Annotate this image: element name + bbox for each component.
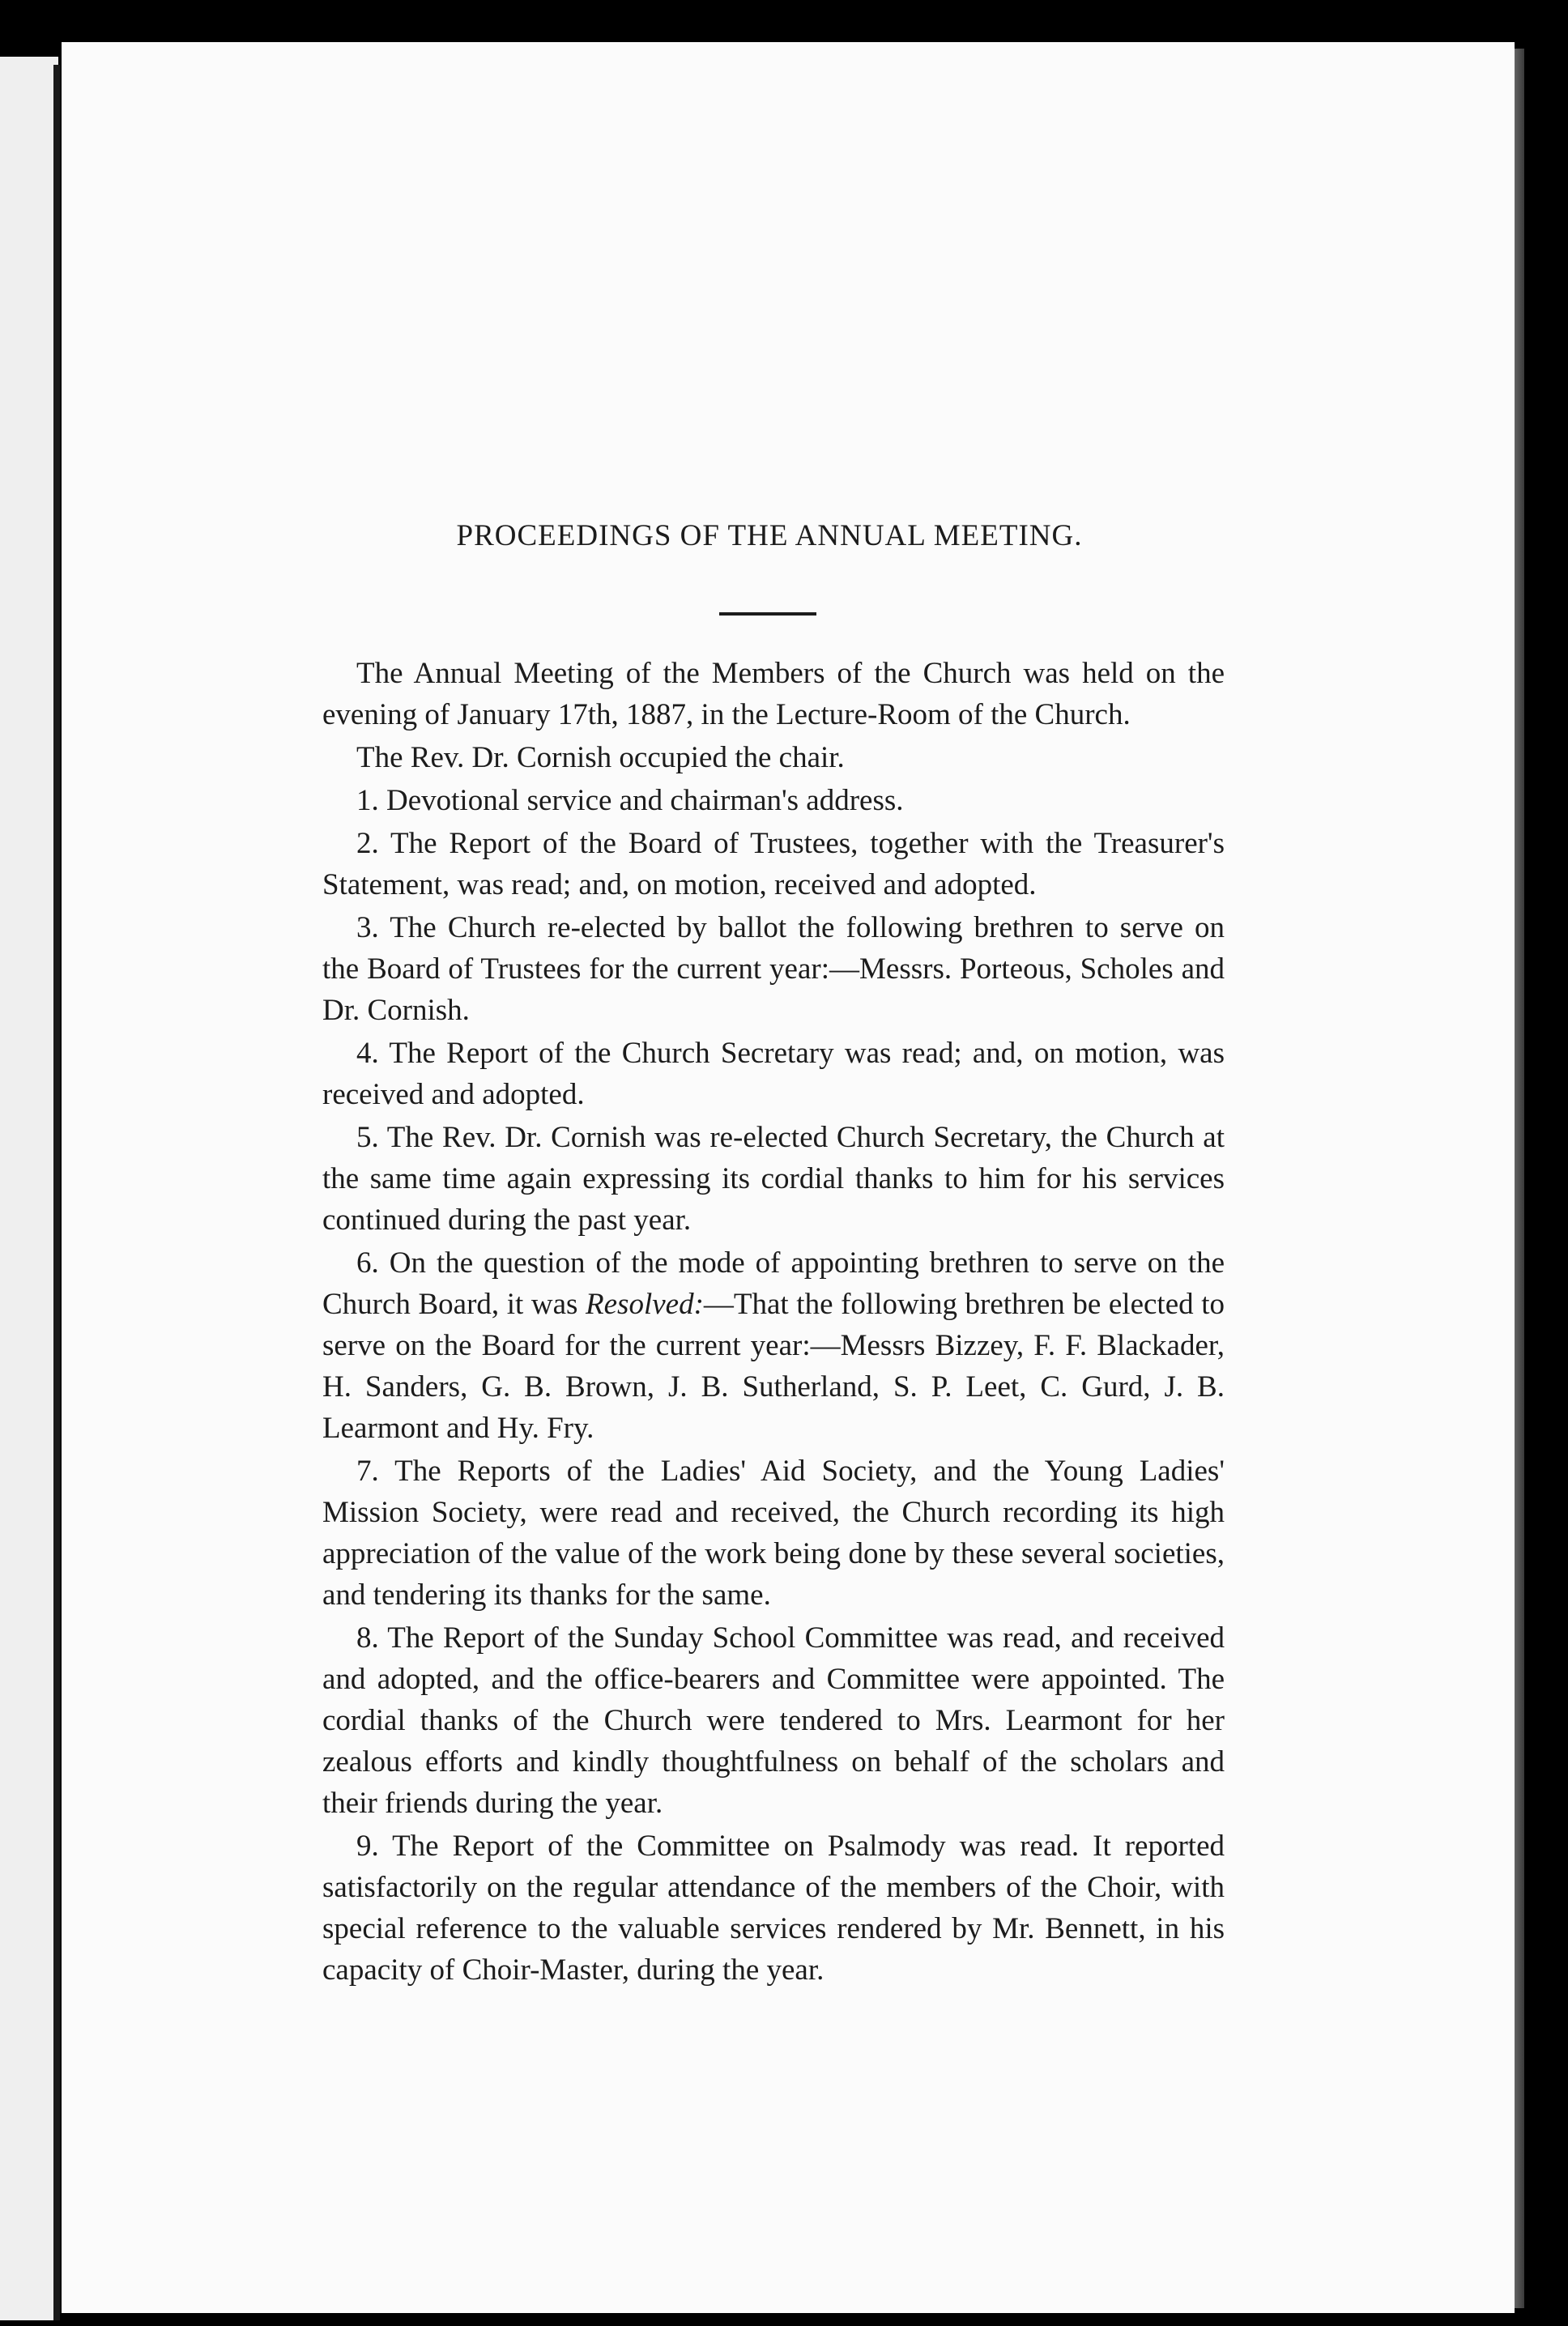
meeting-minutes: [322, 653, 1225, 1991]
title-divider: [719, 612, 816, 616]
page-title: PROCEEDINGS OF THE ANNUAL MEETING.: [456, 519, 1083, 552]
item-1: 1. Devotional service and chairman's address.: [356, 784, 904, 817]
item-9: 9. The Report of the Committee on Psalmody was read. It reported satisfactorily on the regular attendance of the members of the Choir, with special reference to the valuable services rendered by Mr. Bennett, in his capacity of Choir-Master, during the year.: [322, 1830, 1225, 1987]
item-6-before: 6. On the question of the mode of appointing brethren to serve on the Church Board, it was: [322, 1246, 1225, 1321]
chair-paragraph: The Rev. Dr. Cornish occupied the chair.: [356, 741, 845, 774]
item-5: 5. The Rev. Dr. Cornish was re-elected Church Secretary, the Church at the same time again expressing its cordial thanks to him for his services continued during the past year.: [322, 1121, 1225, 1237]
left-page-edge: [0, 57, 58, 2320]
intro-paragraph: The Annual Meeting of the Members of the Church was held on the evening of January 17th, 1887, in the Lecture-Room of the Church.: [322, 657, 1225, 731]
item-7: 7. The Reports of the Ladies' Aid Society, and the Young Ladies' Mission Society, were read and received, the Church recording its high appreciation of the value of the work being done by these several societies, and tendering its thanks for the same.: [322, 1455, 1225, 1612]
item-6: [322, 1242, 1225, 1449]
item-8: 8. The Report of the Sunday School Committee was read, and received and adopted, and the office-bearers and Committee were appointed. The cordial thanks of the Church were tendered to Mrs. Learmont for her zealous efforts and kindly thoughtfulness on behalf of the scholars and their friends during the year.: [322, 1621, 1225, 1820]
book-spine: [53, 65, 60, 2320]
item-6-after: —That the following brethren be elected to serve on the Board for the current year:—Messrs Bizzey, F. F. Blackader, H. Sanders, G. B. Brown, J. B. Sutherland, S. P. Leet, C. Gurd, J. B. Learmont and Hy. Fry.: [322, 1288, 1225, 1445]
item-6-resolved: Resolved:: [586, 1288, 704, 1321]
item-4: 4. The Report of the Church Secretary was read; and, on motion, was received and adopted.: [322, 1037, 1225, 1111]
item-3: 3. The Church re-elected by ballot the following brethren to serve on the Board of Trustees for the current year:—Messrs. Porteous, Scholes and Dr. Cornish.: [322, 911, 1225, 1027]
item-2: 2. The Report of the Board of Trustees, together with the Treasurer's Statement, was read; and, on motion, received and adopted.: [322, 827, 1225, 901]
